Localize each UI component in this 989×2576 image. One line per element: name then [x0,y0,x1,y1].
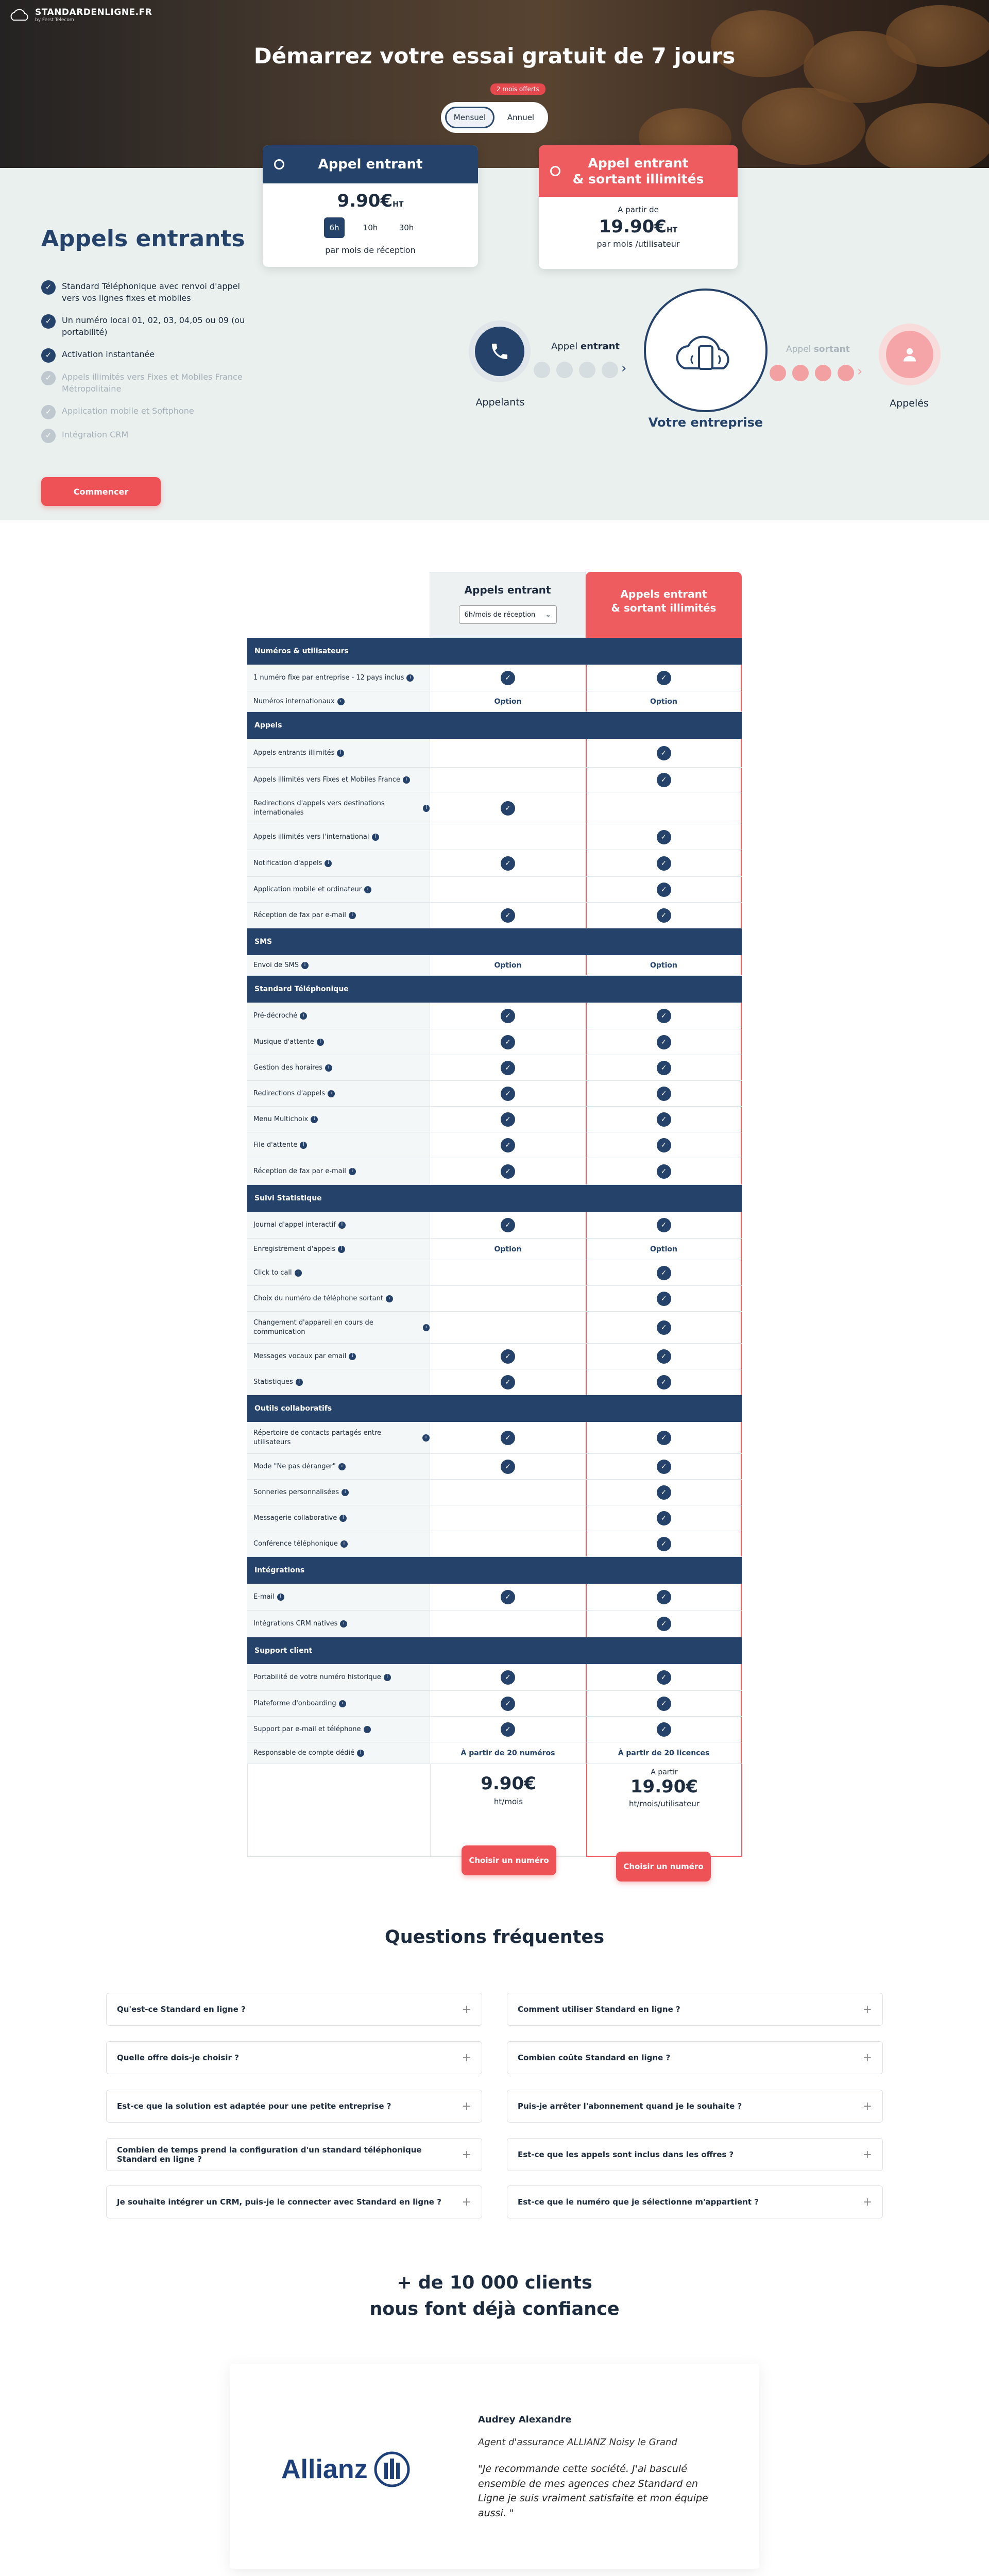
check-icon: ✓ [657,1485,671,1500]
table-row: Envoi de SMS i Option Option [247,955,742,976]
check-icon: ✓ [657,856,671,871]
footer-unit-unlimited: ht/mois/utilisateur [629,1799,700,1808]
faq-item[interactable]: Puis-je arrêter l'abonnement quand je le souhaite ? + [507,2090,883,2123]
info-icon: i [349,912,356,919]
hours-chip-30h[interactable]: 30h [399,223,414,232]
check-icon: ✓ [657,1266,671,1280]
check-icon: ✓ [501,908,515,923]
check-icon: ✓ [41,348,56,363]
table-row: Intégrations CRM natives i ✓ [247,1611,742,1637]
plan-out-price: 19.90€ [599,216,667,237]
info-icon: i [325,1064,332,1072]
info-icon: i [349,1353,356,1360]
plan-card-inbound[interactable] [263,145,478,267]
check-icon: ✓ [657,1670,671,1685]
plus-icon: + [462,2195,471,2209]
table-row: Sonneries personnalisées i ✓ [247,1480,742,1505]
table-row: Enregistrement d'appels i Option Option [247,1239,742,1260]
info-icon: i [403,776,410,784]
check-icon: ✓ [501,671,515,685]
check-icon: ✓ [657,1087,671,1101]
call-flow-diagram [453,289,948,443]
table-row: Musique d'attente i ✓ ✓ [247,1029,742,1055]
choose-number-button-inbound[interactable]: Choisir un numéro [462,1845,556,1875]
check-icon: ✓ [657,1431,671,1445]
hours-chip-6h[interactable]: 6h [324,217,345,238]
check-icon: ✓ [41,280,56,295]
table-row: Gestion des horaires i ✓ ✓ [247,1055,742,1081]
check-icon: ✓ [657,1061,671,1075]
called-label: Appelés [890,398,929,409]
plan-out-suffix: HT [666,226,678,234]
info-icon: i [317,1039,324,1046]
plan-out-title-1: Appel entrant [588,155,689,171]
table-row: Notification d'appels i ✓ ✓ [247,850,742,877]
table-row: Messagerie collaborative i ✓ [247,1505,742,1531]
info-icon: i [337,698,345,705]
check-icon: ✓ [657,671,671,685]
check-icon: ✓ [501,1349,515,1364]
check-icon: ✓ [657,746,671,760]
table-category: SMS [247,928,742,955]
check-icon: ✓ [657,1590,671,1604]
check-icon: ✓ [657,1218,671,1232]
faq-item[interactable]: Je souhaite intégrer un CRM, puis-je le connecter avec Standard en ligne ? + [106,2185,482,2218]
table-row: Choix du numéro de téléphone sortant i ✓ [247,1286,742,1312]
footer-unit-inbound: ht/mois [493,1797,523,1806]
table-row: Numéros internationaux i Option Option [247,691,742,712]
check-icon: ✓ [501,1590,515,1604]
faq-item[interactable]: Est-ce que le numéro que je sélectionne m'appartient ? + [507,2185,883,2218]
info-icon: i [296,1379,303,1386]
check-icon: ✓ [657,830,671,844]
brand-tagline: by Ferst Telecom [35,18,74,23]
hours-chip-10h[interactable]: 10h [363,223,378,232]
feature-item-disabled: ✓ Appels illimités vers Fixes et Mobiles France Métropolitaine [41,371,247,395]
check-icon: ✓ [501,1164,515,1179]
table-row: Portabilité de votre numéro historique i ✓ ✓ [247,1664,742,1691]
faq-item[interactable]: Comment utiliser Standard en ligne ? + [507,1993,883,2026]
info-icon: i [349,1168,356,1175]
feature-item: ✓ Un numéro local 01, 02, 03, 04,05 ou 09 (ou portabilité) [41,314,247,338]
check-icon: ✓ [501,801,515,816]
info-icon: i [423,805,430,812]
info-icon: i [338,1463,346,1470]
table-col-inbound-head: Appels entrant 6h/mois de réception ⌄ [430,572,586,638]
check-icon: ✓ [657,773,671,787]
check-icon: ✓ [41,371,56,385]
info-icon: i [301,962,309,969]
plan-out-caption: par mois /utilisateur [596,239,680,249]
table-category: Support client [247,1637,742,1664]
table-row: Mode "Ne pas déranger" i ✓ ✓ [247,1454,742,1480]
check-icon: ✓ [657,1722,671,1737]
plan-in-price: 9.90€ [337,191,393,211]
plus-icon: + [462,2051,471,2064]
table-row: Appels illimités vers l'international i ✓ [247,824,742,850]
check-icon: ✓ [657,1511,671,1526]
table-row: Journal d'appel interactif i ✓ ✓ [247,1212,742,1239]
plan-in-caption: par mois de réception [325,245,416,255]
radio-icon[interactable] [274,159,284,170]
plus-icon: + [862,2195,872,2209]
comparison-table [247,572,742,1891]
phone-icon [475,327,524,376]
faq-item[interactable]: Quelle offre dois-je choisir ? + [106,2041,482,2074]
info-icon: i [364,1726,371,1733]
table-row: Répertoire de contacts partagés entre utilisateurs i ✓ ✓ [247,1422,742,1454]
feature-item-disabled: ✓ Intégration CRM [41,429,247,443]
table-category: Numéros & utilisateurs [247,638,742,665]
table-category: Appels [247,712,742,739]
table-row: Responsable de compte dédié i À partir de 20 numéros À partir de 20 licences [247,1742,742,1764]
check-icon: ✓ [501,1375,515,1389]
table-row: Support par e-mail et téléphone i ✓ ✓ [247,1717,742,1742]
check-icon: ✓ [657,1138,671,1153]
billing-toggle[interactable] [441,102,548,133]
plan-card-unlimited[interactable] [539,145,738,269]
check-icon: ✓ [501,1112,515,1127]
table-row: E-mail i ✓ ✓ [247,1584,742,1611]
hero-title: Démarrez votre essai gratuit de 7 jours [253,43,736,69]
info-icon: i [357,1750,364,1757]
table-row: Pré-décroché i ✓ ✓ [247,1003,742,1029]
table-row: Application mobile et ordinateur i ✓ [247,877,742,903]
testimonial-author: Audrey Alexandre [478,2414,572,2425]
check-icon: ✓ [501,1087,515,1101]
check-icon: ✓ [657,1292,671,1306]
info-icon: i [406,674,414,682]
check-icon: ✓ [501,1218,515,1232]
outbound-label: Appel sortant [786,344,850,354]
footer-price-unlimited: 19.90€ [630,1776,698,1797]
feature-item: ✓ Activation instantanée [41,348,247,363]
table-row: Réception de fax par e-mail i ✓ ✓ [247,903,742,928]
info-icon: i [342,1489,349,1496]
hours-select[interactable]: 6h/mois de réception ⌄ [459,605,557,624]
table-row: Changement d'appareil en cours de communication i ✓ [247,1312,742,1344]
plan-in-title: Appel entrant [318,157,423,172]
info-icon: i [384,1674,391,1681]
info-icon: i [364,886,371,893]
table-row: Appels illimités vers Fixes et Mobiles France i ✓ [247,768,742,792]
callers-label: Appelants [475,397,525,408]
start-button[interactable]: Commencer [41,477,161,506]
chevron-down-icon: ⌄ [545,611,551,619]
company-label: Votre entreprise [648,415,763,430]
info-icon: i [295,1269,302,1277]
check-icon: ✓ [41,429,56,443]
info-icon: i [339,1515,347,1522]
choose-number-button-unlimited[interactable]: Choisir un numéro [616,1852,711,1882]
toggle-yearly[interactable]: Annuel [507,113,535,122]
inbound-label: Appel entrant [551,341,620,352]
footer-from: A partir [651,1768,678,1776]
info-icon: i [277,1594,284,1601]
table-category: Suivi Statistique [247,1185,742,1212]
table-row: Redirections d'appels i ✓ ✓ [247,1081,742,1107]
plan-out-from: A partir de [618,205,659,214]
check-icon: ✓ [657,1320,671,1335]
table-footer [247,1764,742,1857]
table-col-unlimited-head: Appels entrant & sortant illimités [586,572,742,638]
testimonial-role: Agent d'assurance ALLIANZ Noisy le Grand [478,2437,677,2448]
check-icon: ✓ [501,1460,515,1474]
info-icon: i [422,1434,430,1442]
check-icon: ✓ [41,314,56,329]
plan-in-suffix: HT [393,200,404,209]
plan-out-title-2: & sortant illimités [572,172,704,187]
footer-price-inbound: 9.90€ [481,1773,536,1794]
table-row: Statistiques i ✓ ✓ [247,1369,742,1395]
faq-title: Questions fréquentes [384,1927,605,1947]
promo-badge: 2 mois offerts [490,83,545,95]
info-icon: i [339,1700,346,1707]
plus-icon: + [462,2148,471,2161]
table-row: Click to call i ✓ [247,1260,742,1286]
check-icon: ✓ [657,1460,671,1474]
table-row: Messages vocaux par email i ✓ ✓ [247,1344,742,1369]
check-icon: ✓ [501,1431,515,1445]
table-category: Intégrations [247,1557,742,1584]
info-icon: i [311,1116,318,1123]
info-icon: i [372,834,379,841]
check-icon: ✓ [657,1035,671,1049]
info-icon: i [423,1324,430,1331]
toggle-monthly[interactable]: Mensuel [445,107,494,128]
info-icon: i [338,1246,345,1253]
table-row: Plateforme d'onboarding i ✓ ✓ [247,1691,742,1717]
table-row: Menu Multichoix i ✓ ✓ [247,1107,742,1132]
check-icon: ✓ [657,908,671,923]
testimonial-card [230,2364,759,2569]
check-icon: ✓ [501,1138,515,1153]
section-title: Appels entrants [41,226,245,252]
check-icon: ✓ [657,1537,671,1551]
table-category: Outils collaboratifs [247,1395,742,1422]
check-icon: ✓ [501,1009,515,1023]
plus-icon: + [462,2003,471,2016]
check-icon: ✓ [501,1670,515,1685]
radio-icon[interactable] [550,166,560,176]
check-icon: ✓ [501,1035,515,1049]
arrow-right-icon: › [621,361,627,376]
info-icon: i [386,1295,393,1302]
check-icon: ✓ [657,1375,671,1389]
info-icon: i [340,1620,347,1628]
table-row: Conférence téléphonique i ✓ [247,1531,742,1557]
check-icon: ✓ [657,883,671,897]
plus-icon: + [862,2003,872,2016]
check-icon: ✓ [657,1349,671,1364]
cloud-phone-icon [644,289,768,412]
info-icon: i [328,1090,335,1097]
trust-heading: + de 10 000 clients nous font déjà confiance [369,2273,620,2319]
info-icon: i [300,1142,307,1149]
info-icon: i [337,750,344,757]
check-icon: ✓ [657,1697,671,1711]
check-icon: ✓ [657,1164,671,1179]
check-icon: ✓ [501,1722,515,1737]
allianz-logo: Allianz [281,2451,410,2487]
cloud-logo-icon [8,7,31,23]
site-logo[interactable] [8,7,152,23]
faq-item[interactable]: Combien de temps prend la configuration d'un standard téléphonique Standard en ligne ? + [106,2138,482,2171]
faq-item[interactable]: Qu'est-ce Standard en ligne ? + [106,1993,482,2026]
info-icon: i [325,860,332,867]
faq-item[interactable]: Est-ce que les appels sont inclus dans les offres ? + [507,2138,883,2171]
table-row: Réception de fax par e-mail i ✓ ✓ [247,1158,742,1185]
plus-icon: + [862,2148,872,2161]
check-icon: ✓ [657,1009,671,1023]
check-icon: ✓ [501,1697,515,1711]
table-category: Standard Téléphonique [247,976,742,1003]
table-row: File d'attente i ✓ ✓ [247,1132,742,1158]
table-row: Appels entrants illimités i ✓ [247,739,742,768]
check-icon: ✓ [501,856,515,871]
allianz-emblem-icon [374,2451,410,2487]
info-icon: i [340,1540,348,1548]
info-icon: i [338,1222,346,1229]
arrow-right-icon: › [857,364,863,379]
faq-item[interactable]: Est-ce que la solution est adaptée pour une petite entreprise ? + [106,2090,482,2123]
check-icon: ✓ [501,1061,515,1075]
plus-icon: + [462,2099,471,2113]
user-icon [886,331,933,378]
info-icon: i [300,1012,307,1020]
faq-item[interactable]: Combien coûte Standard en ligne ? + [507,2041,883,2074]
plus-icon: + [862,2051,872,2064]
table-row: 1 numéro fixe par entreprise - 12 pays inclus i ✓ ✓ [247,665,742,691]
testimonial-quote: "Je recommande cette société. J'ai basculé ensemble de mes agences chez Standard en Ligne je suis vraiment satisfaite et mon équipe aussi. " [478,2463,708,2519]
check-icon: ✓ [657,1617,671,1631]
feature-item: ✓ Standard Téléphonique avec renvoi d'appel vers vos lignes fixes et mobiles [41,280,247,304]
feature-item-disabled: ✓ Application mobile et Softphone [41,405,247,419]
plus-icon: + [862,2099,872,2113]
brand-name: STANDARDENLIGNE.FR [35,7,152,18]
check-icon: ✓ [41,405,56,419]
table-row: Redirections d'appels vers destinations internationales i ✓ [247,792,742,824]
check-icon: ✓ [657,1112,671,1127]
